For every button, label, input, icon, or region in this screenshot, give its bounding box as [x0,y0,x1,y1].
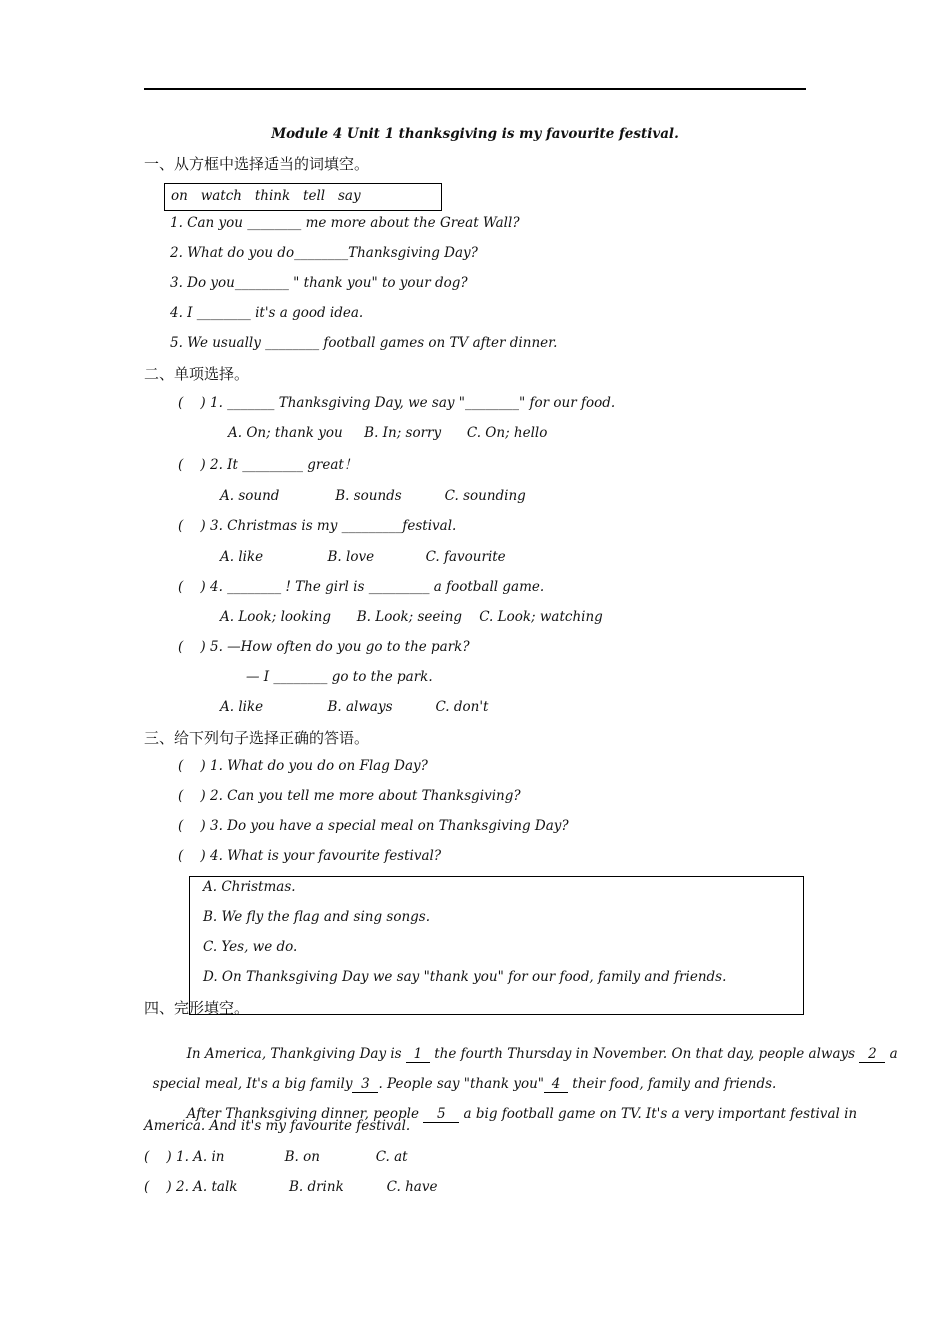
section-1-heading: 一、从方框中选择适当的词填空。 [144,155,370,173]
s1-item-3: 3. Do you________ " thank you" to your dog? [170,275,468,291]
s2-q5-reply: — I ________ go to the park. [246,669,433,685]
cloze-blank-3: 3 [352,1077,378,1093]
cloze-line-4: America. And it's my favourite festival. [144,1118,411,1134]
s2-q3-options: A. like B. love C. favourite [220,549,506,565]
s2-q4-stem: ( ) 4. ________ ! The girl is _________ a football game. [178,579,545,595]
s1-item-2: 2. What do you do________Thanksgiving Day? [170,245,478,261]
s3-q3: ( ) 3. Do you have a special meal on Thanksgiving Day? [178,818,569,834]
cloze-blank-4: 4 [544,1077,568,1093]
cloze-blank-5: 5 [423,1107,459,1123]
cloze-text: . People say "thank you" [378,1076,544,1092]
s2-q1-options: A. On; thank you B. In; sorry C. On; hello [228,425,548,441]
s1-item-4: 4. I ________ it's a good idea. [170,305,364,321]
section-3-heading: 三、给下列句子选择正确的答语。 [144,729,370,747]
s3-q4: ( ) 4. What is your favourite festival? [178,848,442,864]
cloze-text: After Thanksgiving dinner, people [186,1106,424,1122]
cloze-text: special meal, It's a big family [152,1076,353,1092]
cloze-blank-2: 2 [859,1047,885,1063]
s4-q2: ( ) 2. A. talk B. drink C. have [144,1179,438,1195]
cloze-text: their food, family and friends. [567,1076,777,1092]
cloze-blank-1: 1 [406,1047,430,1063]
s3-q2: ( ) 2. Can you tell me more about Thanksgiving? [178,788,521,804]
s3-q1: ( ) 1. What do you do on Flag Day? [178,758,428,774]
s2-q2-options: A. sound B. sounds C. sounding [220,488,526,504]
word-box [164,183,442,211]
section-4-heading: 四、完形填空。 [144,999,250,1017]
section-2-heading: 二、单项选择。 [144,365,250,383]
cloze-text: In America, Thankgiving Day is [186,1046,406,1062]
s1-item-5: 5. We usually ________ football games on TV after dinner. [170,335,558,351]
s3-answer-d: D. On Thanksgiving Day we say "thank you" for our food, family and friends. [203,969,727,985]
s1-item-1: 1. Can you ________ me more about the Great Wall? [170,215,520,231]
s2-q5-options: A. like B. always C. don't [220,699,489,715]
cloze-text: a [885,1046,898,1062]
s2-q1-stem: ( ) 1. _______ Thanksgiving Day, we say "________" for our food. [178,395,616,411]
s2-q4-options: A. Look; looking B. Look; seeing C. Look; watching [220,609,603,625]
cloze-text: the fourth Thursday in November. On that day, people always [429,1046,860,1062]
header-rule [144,88,806,90]
s4-q1: ( ) 1. A. in B. on C. at [144,1149,408,1165]
page-title: Module 4 Unit 1 thanksgiving is my favourite festival. [271,126,679,142]
s3-answer-c: C. Yes, we do. [203,939,298,955]
s2-q3-stem: ( ) 3. Christmas is my _________festival. [178,518,457,534]
s3-answer-b: B. We fly the flag and sing songs. [203,909,431,925]
cloze-text: a big football game on TV. It's a very important festival in [459,1106,858,1122]
s2-q5-stem: ( ) 5. —How often do you go to the park? [178,639,470,655]
s2-q2-stem: ( ) 2. It _________ great！ [178,457,358,473]
s3-answer-a: A. Christmas. [203,879,296,895]
word-box-words: on watch think tell say [171,188,361,204]
